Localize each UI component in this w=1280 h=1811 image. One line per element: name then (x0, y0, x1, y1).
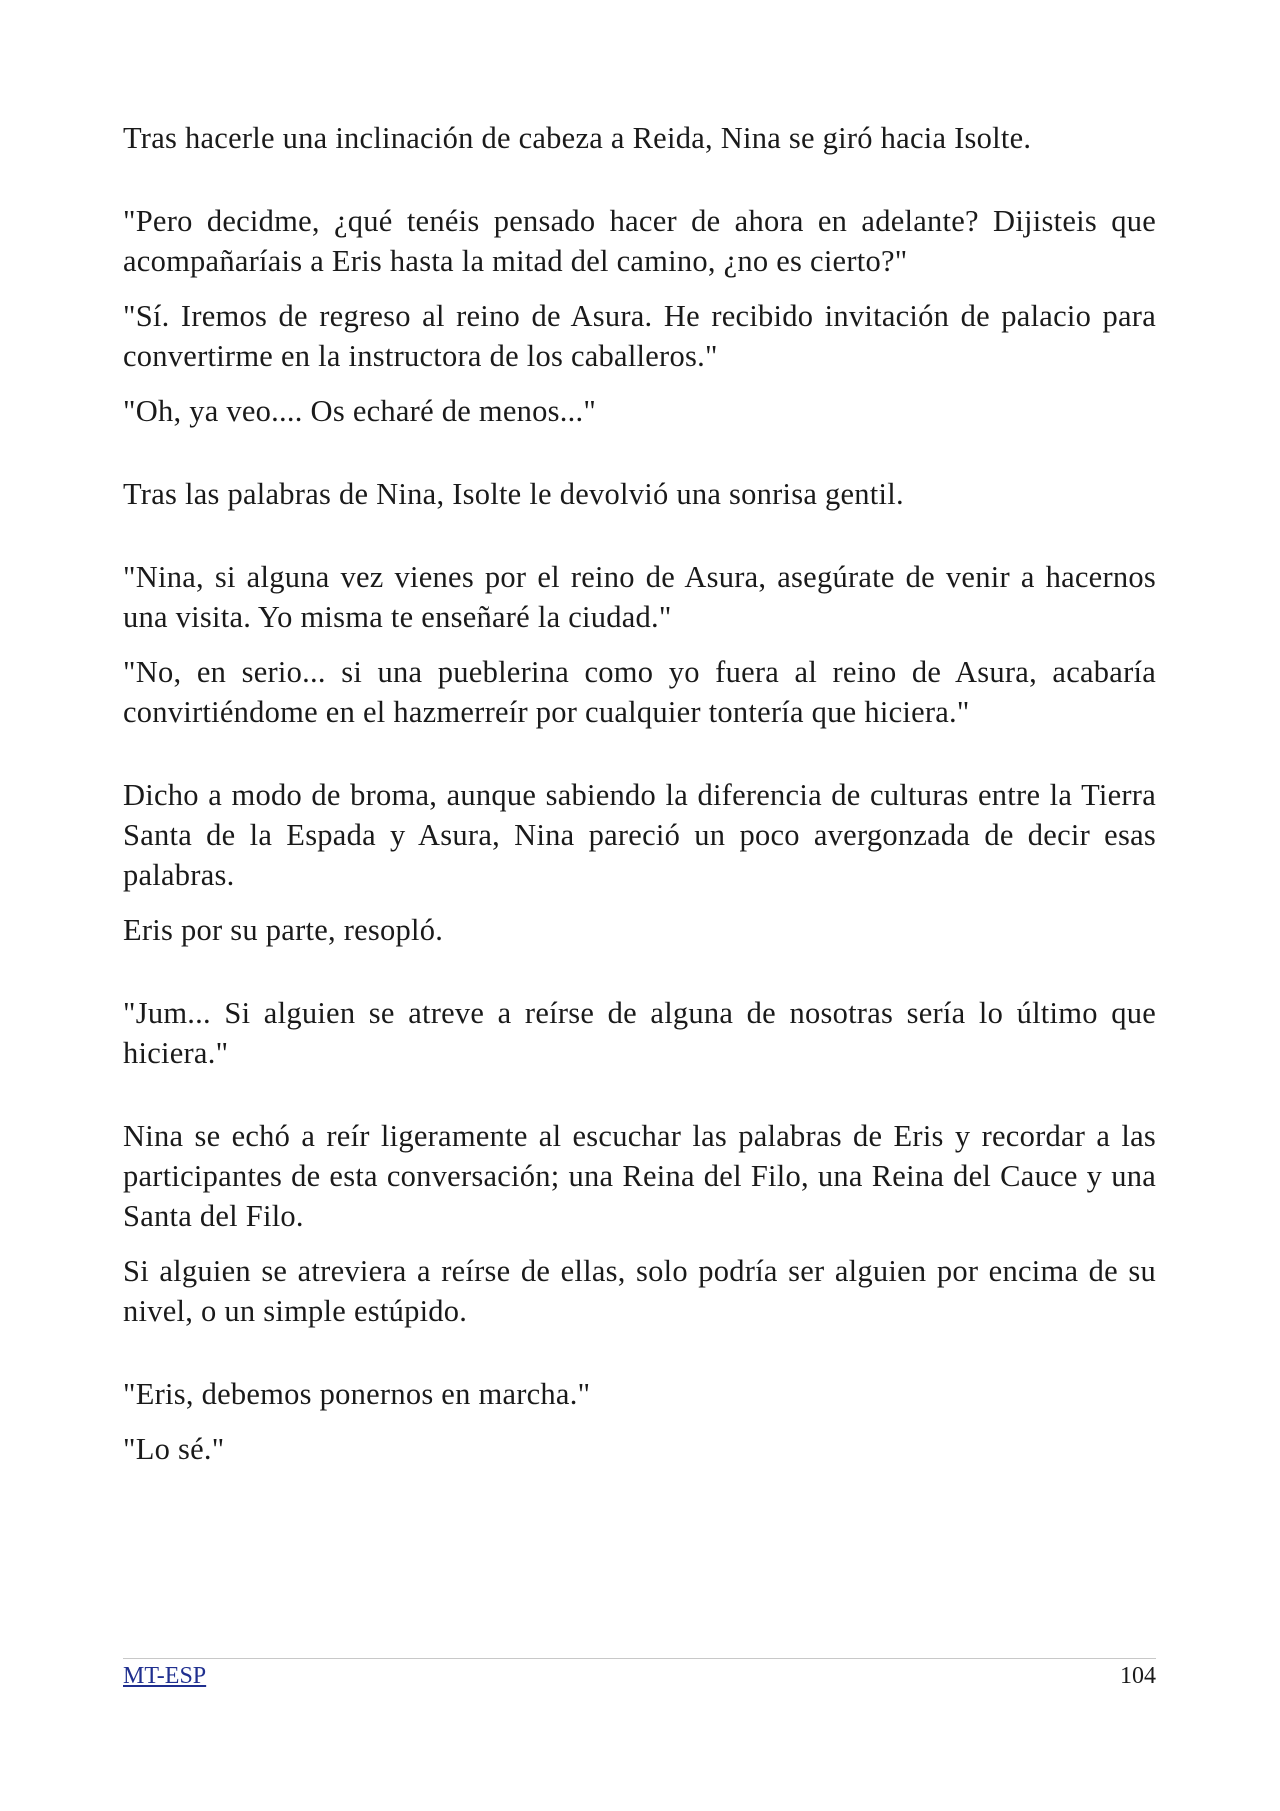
paragraph: Eris por su parte, resopló. (123, 913, 444, 947)
page-footer (123, 1658, 1156, 1691)
footer-divider (123, 1658, 1156, 1659)
paragraph: "Sí. Iremos de regreso al reino de Asura. He recibido invitación de palacio para convertirme en la instructora de los caballeros." (123, 299, 1156, 373)
paragraph: "Eris, debemos ponernos en marcha." (123, 1377, 591, 1411)
paragraph: Tras hacerle una inclinación de cabeza a Reida, Nina se giró hacia Isolte. (123, 121, 1032, 155)
footer-row (123, 1661, 1156, 1691)
paragraph: "No, en serio... si una pueblerina como yo fuera al reino de Asura, acabaría convirtiéndome en el hazmerreír por cualquier tontería que hiciera." (123, 655, 1156, 729)
footer-site-link[interactable]: MT-ESP (123, 1663, 207, 1689)
paragraph: "Pero decidme, ¿qué tenéis pensado hacer de ahora en adelante? Dijisteis que acompañaríais a Eris hasta la mitad del camino, ¿no es cierto?" (123, 204, 1156, 278)
page-body (123, 118, 1156, 1469)
paragraph: "Oh, ya veo.... Os echaré de menos..." (123, 394, 597, 428)
page-number: 104 (1120, 1663, 1156, 1689)
paragraph: "Nina, si alguna vez vienes por el reino de Asura, asegúrate de venir a hacernos una visita. Yo misma te enseñaré la ciudad." (123, 560, 1156, 634)
paragraph: Nina se echó a reír ligeramente al escuchar las palabras de Eris y recordar a las participantes de esta conversación; una Reina del Filo, una Reina del Cauce y una Santa del Filo. (123, 1119, 1156, 1233)
paragraph: "Lo sé." (123, 1432, 225, 1466)
paragraph: "Jum... Si alguien se atreve a reírse de alguna de nosotras sería lo último que hiciera." (123, 996, 1156, 1070)
paragraph: Dicho a modo de broma, aunque sabiendo la diferencia de culturas entre la Tierra Santa de la Espada y Asura, Nina pareció un poco avergonzada de decir esas palabras. (123, 778, 1156, 892)
paragraph: Si alguien se atreviera a reírse de ellas, solo podría ser alguien por encima de su nivel, o un simple estúpido. (123, 1254, 1156, 1328)
paragraph: Tras las palabras de Nina, Isolte le devolvió una sonrisa gentil. (123, 477, 904, 511)
